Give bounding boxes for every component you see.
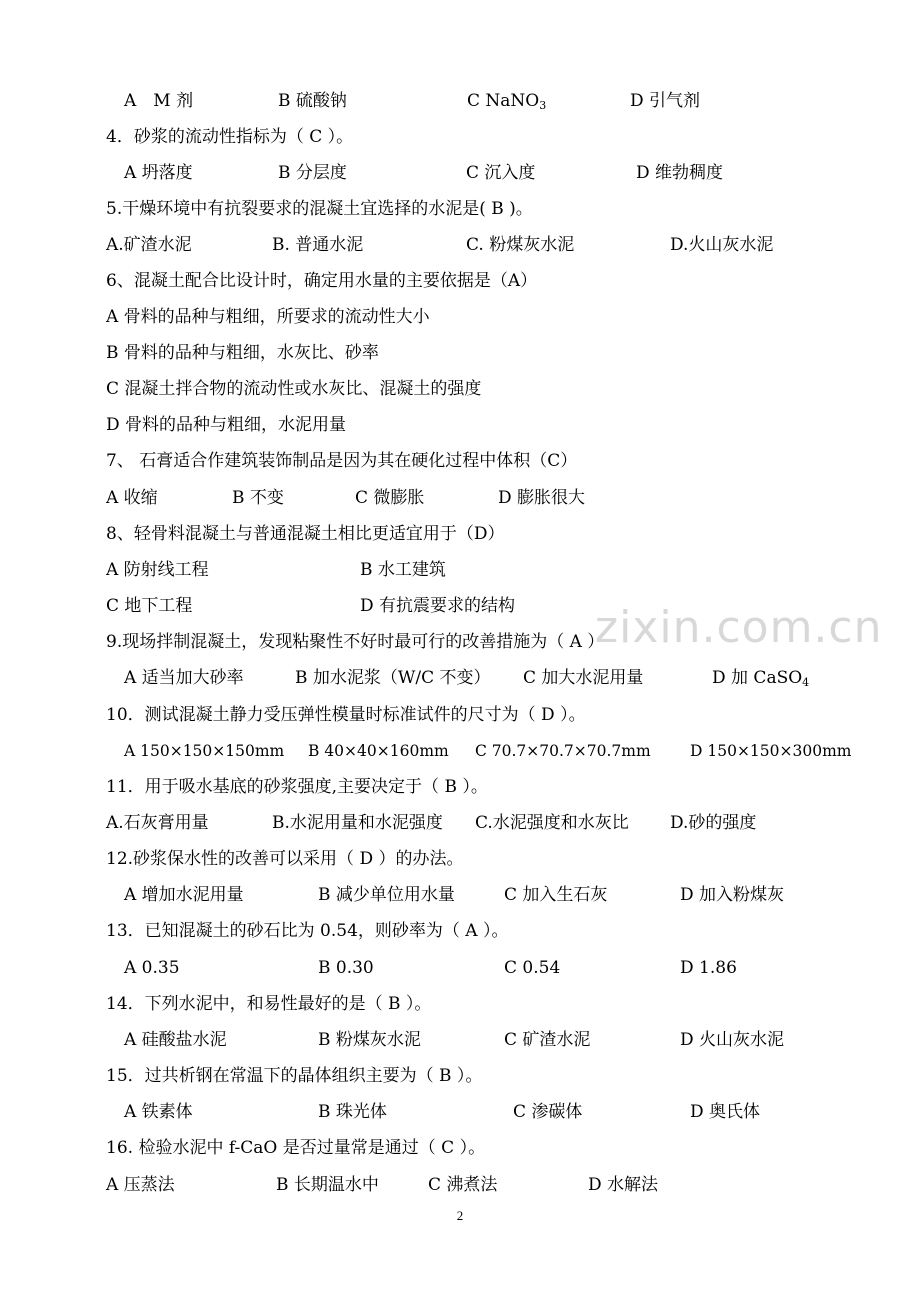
q15-option-a: A 铁素体: [124, 1102, 193, 1122]
q10-stem-text: 10．测试混凝土静力受压弹性模量时标准试件的尺寸为（ D ）。: [106, 705, 586, 725]
q5-option-d: D.火山灰水泥: [670, 235, 774, 255]
q7-stem-text: 7、 石膏适合作建筑装饰制品是因为其在硬化过程中体积（C）: [106, 451, 578, 471]
q3-option-c: [467, 90, 546, 117]
q14-option-d: D 火山灰水泥: [680, 1030, 785, 1050]
q11-option-c: C.水泥强度和水灰比: [475, 813, 629, 833]
q7-option-c: C 微膨胀: [355, 488, 425, 508]
q9-option-c: C 加大水泥用量: [523, 668, 644, 688]
q15-option-c: C 渗碳体: [513, 1102, 583, 1122]
q4-option-a: A 坍落度: [124, 163, 193, 183]
q5-option-a: A.矿渣水泥: [106, 235, 192, 255]
q7-option-d: D 膨胀很大: [498, 488, 586, 508]
q11-option-a: A.石灰膏用量: [106, 813, 209, 833]
q9-option-d-subscript: 4: [802, 676, 810, 689]
q8-option-a: A 防射线工程: [106, 560, 209, 580]
q5-stem-text: 5.干燥环境中有抗裂要求的混凝土宜选择的水泥是( B )。: [106, 199, 533, 219]
q6-stem-text: 6、混凝土配合比设计时，确定用水量的主要依据是（A）: [106, 271, 538, 291]
q12-option-a: A 增加水泥用量: [124, 885, 244, 905]
q8-option-d: D 有抗震要求的结构: [360, 596, 516, 616]
q4-option-d: D 维勃稠度: [636, 163, 724, 183]
q14-option-c: C 矿渣水泥: [504, 1030, 591, 1050]
q3-option-c-subscript: 3: [539, 99, 547, 112]
q16-option-a: A 压蒸法: [106, 1175, 175, 1195]
q11-stem-text: 11．用于吸水基底的砂浆强度,主要决定于（ B ）。: [106, 777, 488, 797]
q9-option-b: B 加水泥浆（W/C 不变）: [295, 668, 491, 688]
q11-option-d: D.砂的强度: [670, 813, 757, 833]
q6-option-a: A 骨料的品种与粗细，所要求的流动性大小: [106, 307, 430, 327]
q16-option-b: B 长期温水中: [276, 1175, 379, 1195]
q14-stem-text: 14．下列水泥中，和易性最好的是（ B ）。: [106, 994, 432, 1014]
q3-option-c-text: C NaNO: [467, 91, 540, 111]
q8-stem-text: 8、轻骨料混凝土与普通混凝土相比更适宜用于（D）: [106, 524, 505, 544]
q3-option-a: A M 剂: [124, 91, 194, 111]
q13-option-d: D 1.86: [680, 958, 737, 978]
q6-option-c: C 混凝土拌合物的流动性或水灰比、混凝土的强度: [106, 379, 482, 399]
q8-option-b: B 水工建筑: [360, 560, 446, 580]
q4-option-c: C 沉入度: [466, 163, 536, 183]
q12-option-c: C 加入生石灰: [504, 885, 608, 905]
q15-stem-text: 15．过共析钢在常温下的晶体组织主要为（ B ）。: [106, 1066, 483, 1086]
q8-option-c: C 地下工程: [106, 596, 193, 616]
q14-option-b: B 粉煤灰水泥: [318, 1030, 421, 1050]
q3-option-b: B 硫酸钠: [278, 91, 347, 111]
q5-option-c: C. 粉煤灰水泥: [466, 235, 575, 255]
q6-option-b: B 骨料的品种与粗细，水灰比、砂率: [106, 343, 379, 363]
q15-option-d: D 奥氏体: [690, 1102, 761, 1122]
q12-option-d: D 加入粉煤灰: [680, 885, 785, 905]
q3-option-d: D 引气剂: [630, 91, 701, 111]
q5-option-b: B. 普通水泥: [272, 235, 364, 255]
q15-option-b: B 珠光体: [318, 1102, 387, 1122]
q9-option-d-text: D 加 CaSO: [712, 668, 803, 688]
q11-option-b: B.水泥用量和水泥强度: [272, 813, 443, 833]
q10-option-b: B 40×40×160mm: [308, 742, 449, 760]
q9-option-d: [712, 667, 809, 694]
q4-stem-text: 4．砂浆的流动性指标为（ C ）。: [106, 127, 354, 147]
q13-option-c: C 0.54: [504, 958, 561, 978]
q12-stem-text: 12.砂浆保水性的改善可以采用（ D ）的办法。: [106, 849, 464, 869]
q13-option-a: A 0.35: [124, 958, 180, 978]
q13-stem-text: 13．已知混凝土的砂石比为 0.54，则砂率为（ A ）。: [106, 921, 509, 941]
q12-option-b: B 减少单位用水量: [318, 885, 455, 905]
q16-stem-text: 16. 检验水泥中 f-CaO 是否过量常是通过（ C ）。: [106, 1138, 486, 1158]
q13-option-b: B 0.30: [318, 958, 374, 978]
q7-option-a: A 收缩: [106, 488, 158, 508]
q9-option-a: A 适当加大砂率: [124, 668, 244, 688]
page-number: 2: [456, 1208, 464, 1223]
q16-option-c: C 沸煮法: [428, 1175, 498, 1195]
q16-option-d: D 水解法: [588, 1175, 659, 1195]
q9-stem-text: 9.现场拌制混凝土，发现粘聚性不好时最可行的改善措施为（ A ）: [106, 632, 605, 652]
q6-option-d: D 骨料的品种与粗细，水泥用量: [106, 415, 347, 435]
q14-option-a: A 硅酸盐水泥: [124, 1030, 227, 1050]
q7-option-b: B 不变: [232, 488, 284, 508]
q10-option-a: A 150×150×150mm: [124, 742, 285, 760]
q10-option-c: C 70.7×70.7×70.7mm: [475, 742, 651, 760]
q4-option-b: B 分层度: [278, 163, 347, 183]
watermark: zixin.com.cn: [595, 602, 883, 653]
q10-option-d: D 150×150×300mm: [690, 742, 852, 760]
